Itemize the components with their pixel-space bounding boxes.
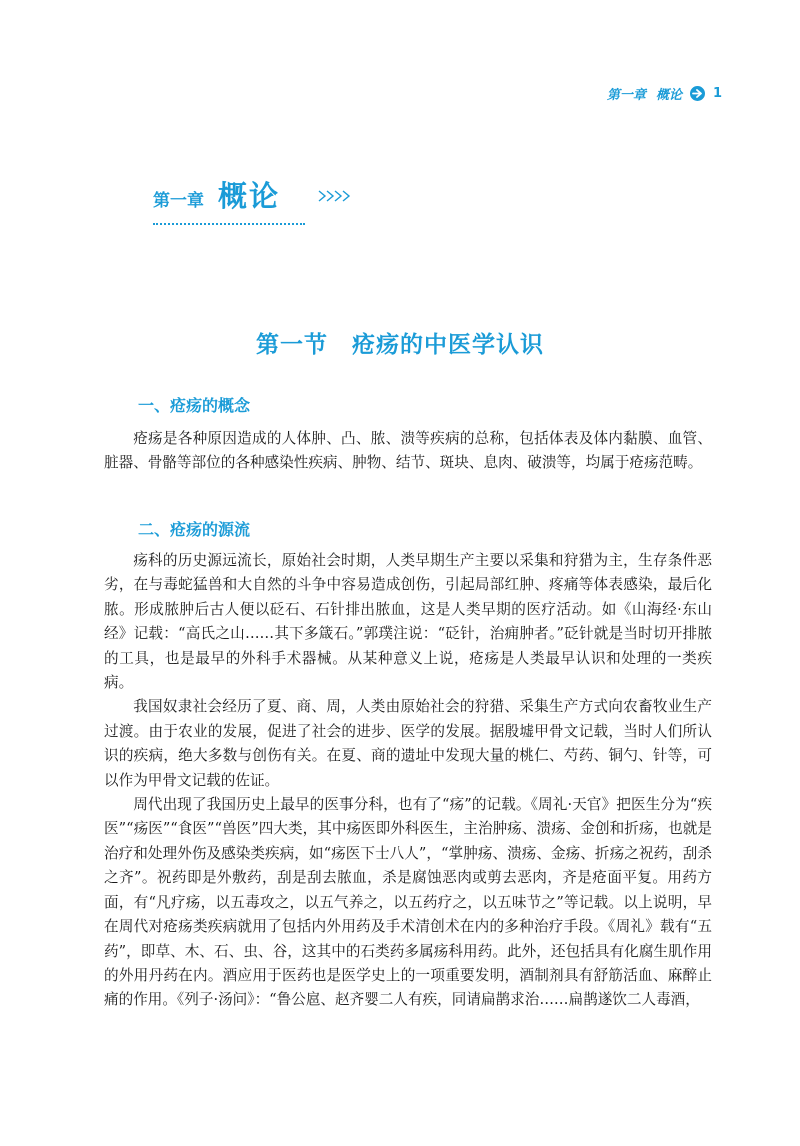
subsection-body <box>104 549 712 1013</box>
header-chapter-label: 第一章 <box>606 88 646 103</box>
subsection-body <box>104 427 712 476</box>
paragraph: 周代出现了我国历史上最早的医事分科，也有了“疡”的记载。《周礼·天官》把医生分为“疾医”“疡医”“食医”“兽医”四大类，其中疡医即外科医生，主治肿疡、溃疡、金创和折疡，也就是治疗和处理外伤及感染类疾病，如“疡医下士八人”，“掌肿疡、溃疡、金疡、折疡之祝药，刮杀之齐”。祝药即是外敷药，刮是刮去脓血，杀是腐蚀恶肉或剪去恶肉，齐是疮面平复。用药方面，有“凡疗疡，以五毒攻之，以五气养之，以五药疗之，以五味节之”等记载。以上说明，早在周代对疮疡类疾病就用了包括内外用药及手术清创术在内的多种治疗手段。《周礼》载有“五药”，即草、木、石、虫、谷，这其中的石类药多属疡科用药。此外，还包括具有化腐生肌作用的外用丹药在内。酒应用于医药也是医学史上的一项重要发明，酒制剂具有舒筋活血、麻醉止痛的作用。《列子·汤问》：“鲁公扈、赵齐婴二人有疾，同请扁鹊求治……扁鹊遂饮二人毒酒， <box>104 796 712 1009</box>
paragraph: 我国奴隶社会经历了夏、商、周，人类由原始社会的狩猎、采集生产方式向农畜牧业生产过渡。由于农业的发展，促进了社会的进步、医学的发展。据殷墟甲骨文记载，当时人们所认识的疾病，绝大多数与创伤有关。在夏、商的遗址中发现大量的桃仁、芍药、铜勺、针等，可以作为甲骨文记载的佐证。 <box>104 698 712 789</box>
page-number: 1 <box>712 86 722 101</box>
header-chapter-name: 概论 <box>655 88 682 103</box>
subsection-heading: 一、疮疡的概念 <box>138 396 251 415</box>
running-header <box>607 84 722 103</box>
subsection-heading: 二、疮疡的源流 <box>138 520 251 539</box>
chevrons-icon <box>318 190 352 202</box>
chapter-heading <box>153 174 305 225</box>
section-title: 第一节 疮疡的中医学认识 <box>256 331 544 358</box>
paragraph: 疡科的历史源远流长，原始社会时期，人类早期生产主要以采集和狩猎为主，生存条件恶劣，在与毒蛇猛兽和大自然的斗争中容易造成创伤，引起局部红肿、疼痛等体表感染，最后化脓。形成脓肿后古人便以砭石、石针排出脓血，这是人类早期的医疗活动。如《山海经·东山经》记载：“高氏之山……其下多箴石。”郭璞注说：“砭针，治痈肿者。”砭针就是当时切开排脓的工具，也是最早的外科手术器械。从某种意义上说，疮疡是人类最早认识和处理的一类疾病。 <box>104 552 712 692</box>
chapter-title: 概论 <box>218 179 281 213</box>
paragraph: 疮疡是各种原因造成的人体肿、凸、脓、溃等疾病的总称，包括体表及体内黏膜、血管、脏器、骨骼等部位的各种感染性疾病、肿物、结节、斑块、息肉、破溃等，均属于疮疡范畴。 <box>104 430 712 472</box>
chapter-label: 第一章 <box>153 191 204 211</box>
arrow-right-icon <box>690 86 705 101</box>
